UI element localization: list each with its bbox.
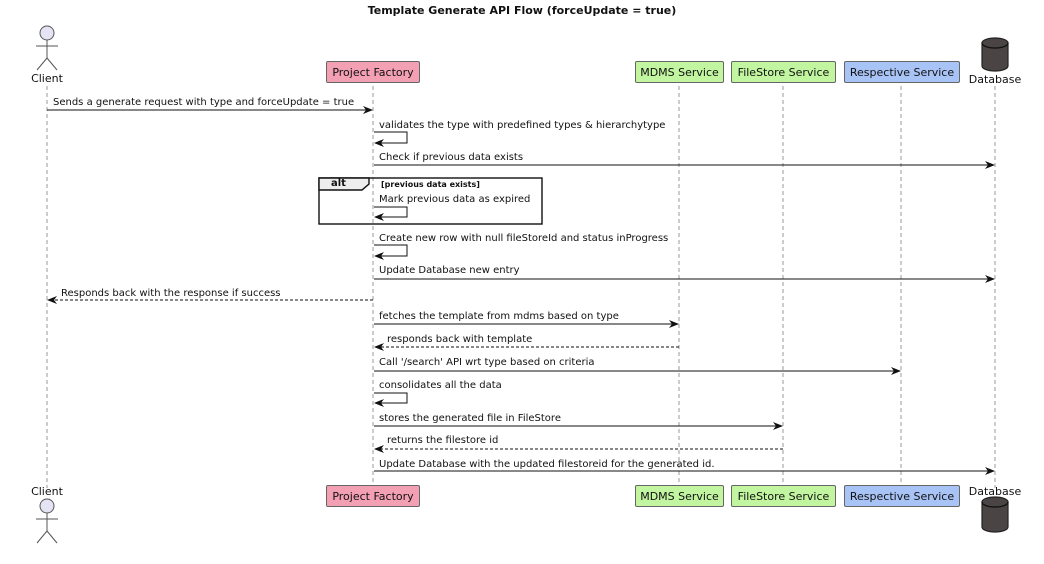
client-actor-head-top [40,26,54,40]
participant-filestore-top: FileStore Service [731,61,836,83]
msg-1-label: Sends a generate request with type and forceUpdate = true [53,97,355,108]
msg-6-label: Update Database new entry [379,265,520,276]
client-actor-bottom [36,499,58,543]
participant-project-factory-top: Project Factory [326,61,420,83]
participant-respective-bottom: Respective Service [844,485,960,507]
diagram-title: Template Generate API Flow (forceUpdate = true) [367,4,677,17]
msg-7-label: Responds back with the response if success [61,288,281,299]
msg-5-label: Create new row with null fileStoreId and status inProgress [379,233,669,244]
client-actor-head-bottom [40,499,54,513]
msg-12-label: stores the generated file in FileStore [379,413,561,424]
msg-14-label: Update Database with the updated filestoreid for the generated id. [379,459,715,470]
participant-mdms-bottom: MDMS Service [635,485,724,507]
participant-client-bottom: Client [31,485,63,498]
participant-mdms-top: MDMS Service [635,61,724,83]
msg-13-label: returns the filestore id [387,435,499,446]
msg-3-label: Check if previous data exists [379,152,524,163]
msg-11-label: consolidates all the data [379,380,502,391]
participant-database-top: Database [968,73,1022,86]
msg-2-label: validates the type with predefined types & hierarchytype [379,120,666,131]
msg-4-label: Mark previous data as expired [379,194,531,205]
participant-database-bottom: Database [968,485,1022,498]
msg-2-arrow [374,132,407,143]
msg-11-arrow [374,393,407,403]
msg-10-label: Call '/search' API wrt type based on criteria [379,357,595,368]
participant-client-top: Client [31,72,63,85]
participant-respective-top: Respective Service [844,61,960,83]
msg-8-label: fetches the template from mdms based on type [379,311,619,322]
msg-9-label: responds back with template [387,334,533,345]
msg-5-arrow [374,245,407,256]
participant-filestore-bottom: FileStore Service [731,485,836,507]
msg-4-arrow [374,207,407,217]
database-cylinder-top [982,38,1008,71]
alt-condition: [previous data exists] [381,180,480,189]
client-actor-top [36,26,58,70]
database-cylinder-bottom [982,497,1008,532]
participant-project-factory-bottom: Project Factory [326,485,420,507]
alt-keyword: alt [331,178,346,189]
